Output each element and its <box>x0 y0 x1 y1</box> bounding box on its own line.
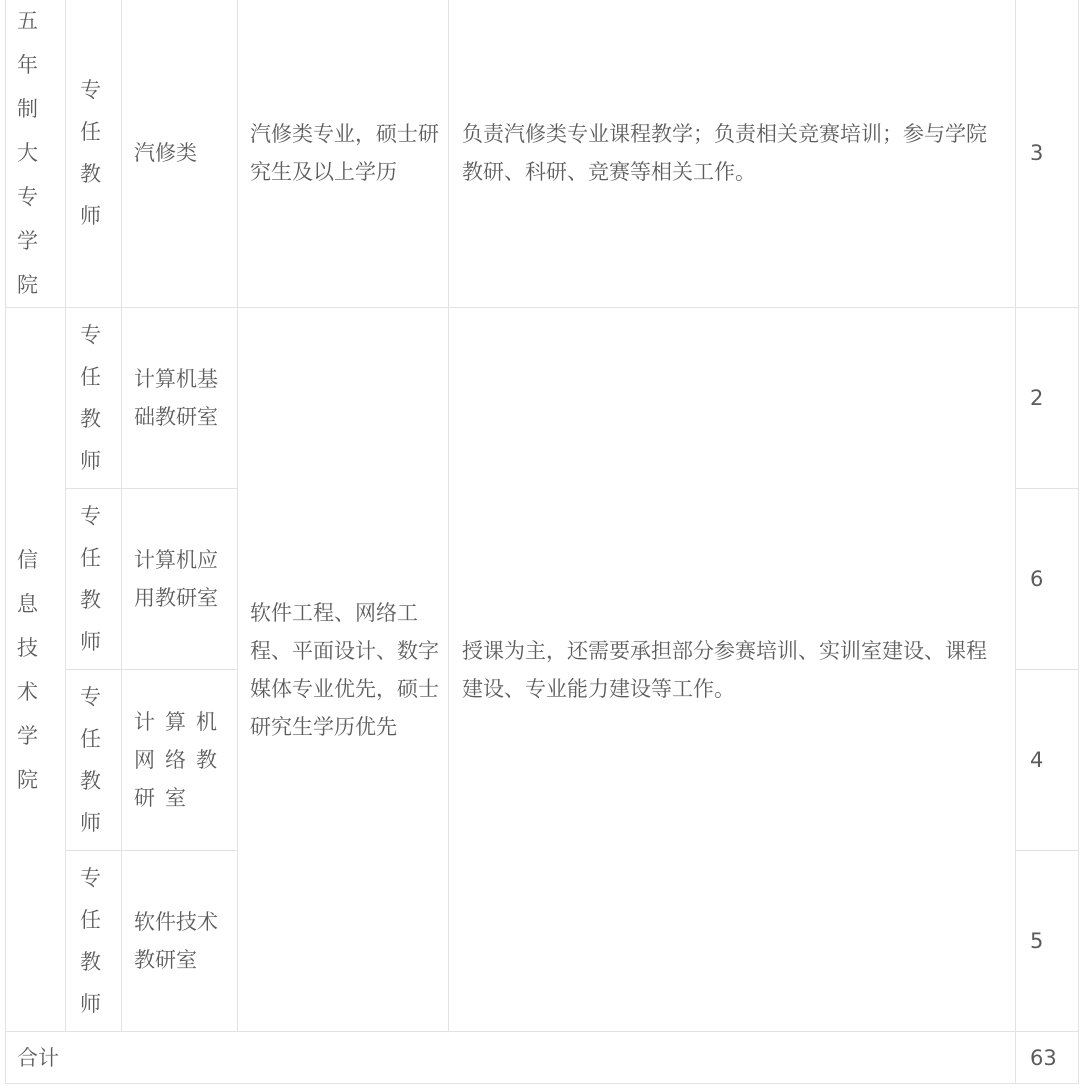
count-cell <box>1016 851 1079 1032</box>
count-value: 6 <box>1030 567 1044 591</box>
position-cell <box>66 670 122 851</box>
count-value: 2 <box>1030 386 1044 410</box>
major-requirement-cell <box>238 0 449 308</box>
department-name: 计算机基础教研室 <box>134 367 218 429</box>
position-name: 专 任 教 师 <box>80 323 101 473</box>
position-name: 专 任 教 师 <box>80 685 101 835</box>
department-name: 计算机应用教研室 <box>134 548 218 610</box>
department-cell <box>122 851 238 1032</box>
count-cell <box>1016 308 1079 489</box>
count-value: 4 <box>1030 748 1044 772</box>
major-requirement: 汽修类专业，硕士研究生及以上学历 <box>250 122 439 184</box>
count-cell <box>1016 489 1079 670</box>
college-cell <box>6 308 66 1032</box>
position-name: 专 任 教 师 <box>80 504 101 654</box>
college-name: 五 年 制 大 专 学 院 <box>17 9 38 297</box>
department-name: 软件技术教研室 <box>134 910 218 972</box>
table-row <box>6 0 1079 308</box>
department-cell <box>122 0 238 308</box>
duties-text: 负责汽修类专业课程教学；负责相关竞赛培训；参与学院教研、科研、竞赛等相关工作。 <box>462 122 987 184</box>
position-name: 专 任 教 师 <box>80 78 101 228</box>
position-cell <box>66 851 122 1032</box>
count-cell <box>1016 0 1079 308</box>
major-requirement-cell <box>238 308 449 1032</box>
department-cell <box>122 489 238 670</box>
total-label: 合计 <box>17 1045 59 1070</box>
count-value: 5 <box>1030 929 1044 953</box>
duties-cell <box>449 0 1016 308</box>
total-count: 63 <box>1030 1045 1057 1070</box>
college-name: 信 息 技 术 学 院 <box>17 547 38 792</box>
table-row <box>6 308 1079 489</box>
count-cell <box>1016 670 1079 851</box>
recruitment-table <box>5 0 1079 1084</box>
total-count-cell <box>1016 1032 1079 1084</box>
department-cell <box>122 670 238 851</box>
department-name: 汽修类 <box>134 141 197 165</box>
duties-cell <box>449 308 1016 1032</box>
position-name: 专 任 教 师 <box>80 866 101 1016</box>
count-value: 3 <box>1030 141 1044 165</box>
department-name: 计算机网络教研室 <box>134 710 227 810</box>
position-cell <box>66 308 122 489</box>
duties-text: 授课为主，还需要承担部分参赛培训、实训室建设、课程建设、专业能力建设等工作。 <box>462 638 987 701</box>
major-requirement: 软件工程、网络工程、平面设计、数字媒体专业优先，硕士研究生学历优先 <box>250 600 439 739</box>
college-cell <box>6 0 66 308</box>
position-cell <box>66 0 122 308</box>
total-label-cell <box>6 1032 1016 1084</box>
total-row <box>6 1032 1079 1084</box>
position-cell <box>66 489 122 670</box>
department-cell <box>122 308 238 489</box>
